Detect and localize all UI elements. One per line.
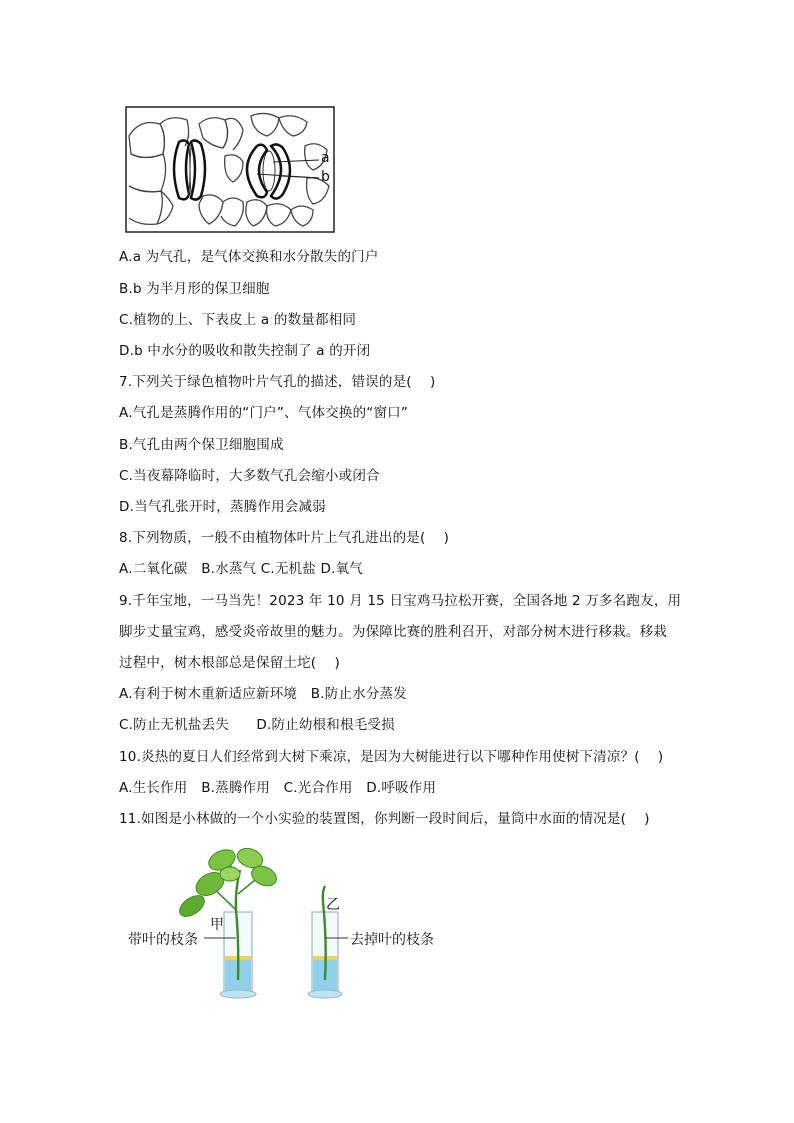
q6-option-c: C.植物的上、下表皮上 a 的数量都相同	[119, 312, 357, 328]
q11-stem: 11.如图是小林做的一个小实验的装置图，你判断一段时间后，量筒中水面的情况是( )	[119, 811, 650, 827]
q8-options: A.二氧化碳 B.水蒸气 C.无机盐 D.氧气	[119, 561, 363, 577]
stomata-figure	[125, 106, 337, 233]
cylinder-jia	[176, 845, 280, 998]
experiment-figure	[118, 840, 458, 1005]
q7-stem: 7.下列关于绿色植物叶片气孔的描述，错误的是( )	[119, 374, 436, 390]
q9-stem-line-1: 9.千年宝地，一马当先！2023 年 10 月 15 日宝鸡马拉松开赛，全国各地 2 万多名跑友，用	[119, 593, 682, 609]
q7-option-b: B.气孔由两个保卫细胞围成	[119, 437, 284, 453]
q7-option-d: D.当气孔张开时，蒸腾作用会减弱	[119, 499, 326, 515]
q7-option-a: A.气孔是蒸腾作用的“门户”、气体交换的“窗口”	[119, 405, 409, 421]
label-with-leaves: 带叶的枝条	[128, 932, 198, 948]
label-b: b	[321, 169, 330, 185]
label-jia: 甲	[210, 917, 224, 933]
label-yi: 乙	[326, 897, 340, 913]
label-a: a	[321, 150, 330, 166]
q6-option-a: A.a 为气孔，是气体交换和水分散失的门户	[119, 249, 379, 265]
label-without-leaves: 去掉叶的枝条	[350, 932, 434, 948]
q10-stem: 10.炎热的夏日人们经常到大树下乘凉，是因为大树能进行以下哪种作用使树下清凉？( )	[119, 749, 664, 765]
q9-stem-line-2: 脚步丈量宝鸡，感受炎帝故里的魅力。为保障比赛的胜利召开，对部分树木进行移栽。移栽	[119, 624, 667, 640]
q9-stem-line-3: 过程中，树木根部总是保留土坨( )	[119, 655, 340, 671]
q6-option-d: D.b 中水分的吸收和散失控制了 a 的开闭	[119, 343, 371, 359]
experiment-diagram	[118, 840, 458, 1005]
q7-option-c: C.当夜幕降临时，大多数气孔会缩小或闭合	[119, 468, 380, 484]
q10-options: A.生长作用 B.蒸腾作用 C.光合作用 D.呼吸作用	[119, 780, 437, 796]
q6-option-b: B.b 为半月形的保卫细胞	[119, 281, 270, 297]
q9-options-line-1: A.有利于树木重新适应新环境 B.防止水分蒸发	[119, 686, 407, 702]
stomata-diagram	[125, 106, 337, 233]
q8-stem: 8.下列物质，一般不由植物体叶片上气孔进出的是( )	[119, 530, 450, 546]
q9-options-line-2: C.防止无机盐丢失 D.防止幼根和根毛受损	[119, 717, 395, 733]
